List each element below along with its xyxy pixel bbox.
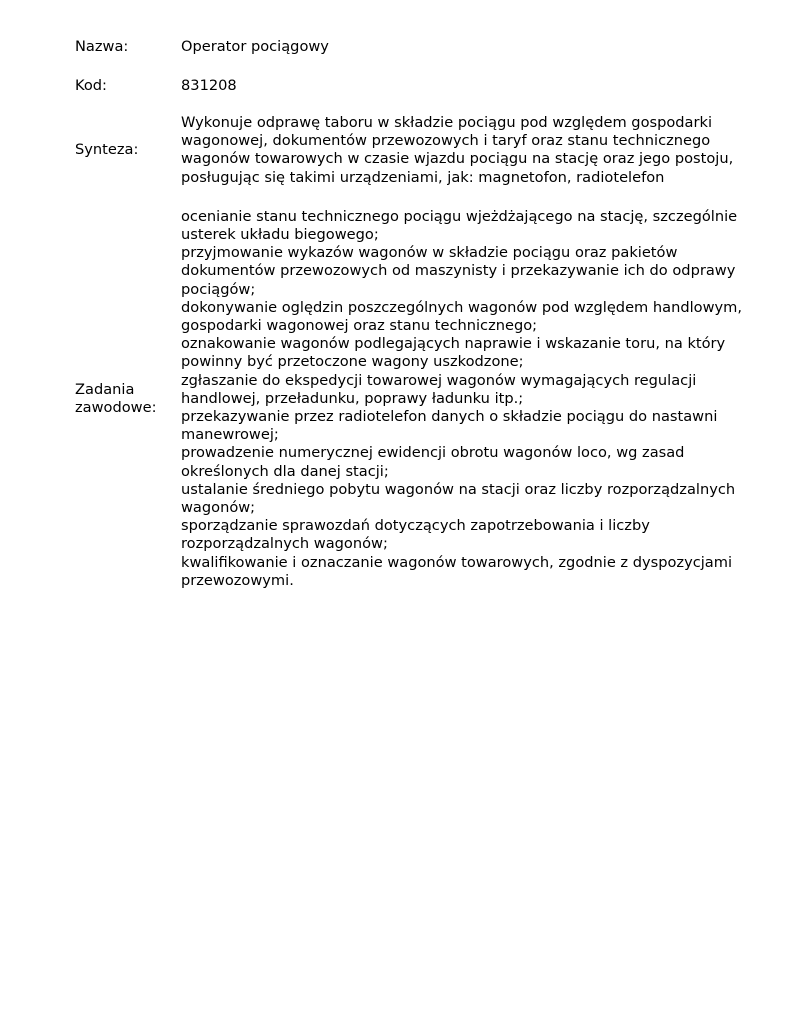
task-item: sporządzanie sprawozdań dotyczących zapotrzebowania i liczby rozporządzalnych wagonów; [181,517,650,553]
tasks-label-line-1: Zadania [75,380,135,398]
task-item: kwalifikowanie i oznaczanie wagonów towarowych, zgodnie z dyspozycjami przewozowymi. [181,553,733,589]
name-label: Nazwa: [75,37,129,55]
code-value: 831208 [181,76,237,94]
task-item: przyjmowanie wykazów wagonów w składzie pociągu oraz pakietów dokumentów przewozowych od maszynisty i przekazywanie ich do odprawy pociągów; [181,244,736,298]
synthesis-label: Synteza: [75,141,139,159]
task-item: prowadzenie numerycznej ewidencji obrotu wagonów loco, wg zasad określonych dla danej stacji; [181,444,685,480]
task-item: ocenianie stanu technicznego pociągu wjeżdżającego na stację, szczególnie usterek układu biegowego; [181,207,738,244]
task-item: oznakowanie wagonów podlegających naprawie i wskazanie toru, na który powinny być przetoczone wagony uszkodzone; [181,335,726,371]
tasks-row [75,208,765,590]
task-item: dokonywanie oględzin poszczególnych wagonów pod względem handlowym, gospodarki wagonowej oraz stanu technicznego; [181,298,743,335]
name-row [75,38,765,56]
tasks-list [181,208,765,590]
code-label: Kod: [75,76,107,94]
tasks-label-line-2: zawodowe: [75,398,157,416]
name-value: Operator pociągowy [181,37,329,55]
synthesis-row [75,114,765,187]
task-item: ustalanie średniego pobytu wagonów na stacji oraz liczby rozporządzalnych wagonów; [181,480,736,517]
task-item: zgłaszanie do ekspedycji towarowej wagonów wymagających regulacji handlowej, przeładunku, poprawy ładunku itp.; [181,371,697,407]
tasks-label [75,381,181,417]
synthesis-text: Wykonuje odprawę taboru w składzie pociągu pod względem gospodarki wagonowej, dokumentów przewozowych i taryf oraz stanu technicznego wagonów towarowych w czasie wjazdu pociągu na stację oraz jego postoju, posługując się takimi urządzeniami, jak: magnetofon, radiotelefon [181,114,734,186]
job-description-document [75,38,765,590]
code-row [75,77,765,95]
task-item: przekazywanie przez radiotelefon danych o składzie pociągu do nastawni manewrowej; [181,408,718,444]
